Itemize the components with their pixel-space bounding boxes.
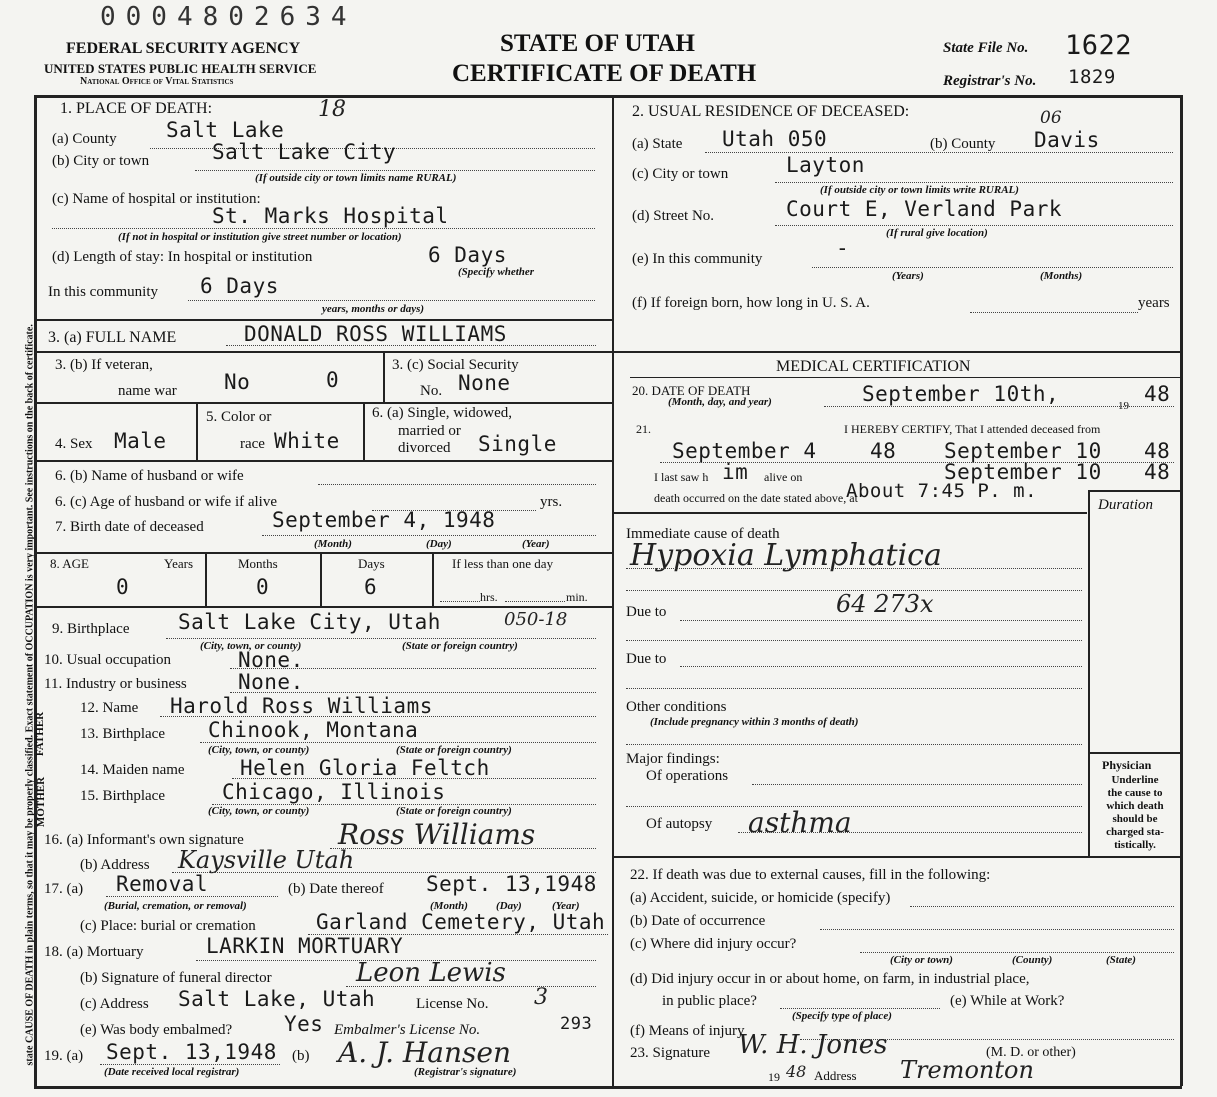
city-line — [195, 170, 595, 171]
external-d2: in public place? — [662, 993, 757, 1009]
city-note: (If outside city or town limits name RURAL) — [255, 172, 457, 184]
mortuary-address: Salt Lake, Utah — [178, 987, 376, 1011]
occupation-label: 10. Usual occupation — [44, 652, 172, 668]
city-value: Salt Lake City — [212, 140, 397, 164]
operations-line — [752, 784, 1082, 785]
row-age-bottom — [34, 606, 612, 608]
page-title: CERTIFICATE OF DEATH — [452, 60, 757, 87]
license-label: License No. — [416, 996, 489, 1012]
dod-note: (Month, day, and year) — [668, 396, 772, 408]
res-foreign-line — [970, 312, 1138, 313]
external-b-line — [820, 929, 1174, 930]
center-divider-lower — [612, 352, 614, 1086]
marital-label3: divorced — [398, 440, 451, 456]
spouse-age-label: 6. (c) Age of husband or wife if alive — [55, 494, 278, 510]
physician-note-line: Underline — [1111, 774, 1159, 786]
agency-line2: UNITED STATES PUBLIC HEALTH SERVICE — [44, 61, 317, 76]
age-label: 8. AGE — [50, 556, 89, 571]
mother-note2: (State or foreign country) — [396, 805, 512, 817]
director-line — [346, 986, 596, 987]
mother-name: Helen Gloria Feltch — [240, 756, 490, 780]
lastsaw-year: 48 — [1144, 460, 1171, 484]
fullname-line — [226, 345, 596, 346]
external-addr-label: Address — [814, 1068, 857, 1083]
row-age-top — [34, 552, 612, 554]
sex-label: 4. Sex — [55, 436, 93, 452]
immediate-label: Immediate cause of death — [626, 526, 780, 542]
burial-value: Removal — [116, 872, 209, 896]
informant-address-label: (b) Address — [80, 857, 150, 873]
duration-top — [1088, 490, 1180, 492]
registration-label: 19. (a) — [44, 1048, 84, 1064]
age-div1 — [205, 552, 207, 606]
lastsaw-label: I last saw h — [654, 470, 709, 484]
due2-line1 — [680, 666, 1082, 667]
death-time: About 7:45 P. m. — [846, 480, 1038, 502]
registration-b: (b) — [292, 1048, 310, 1064]
external-a: (a) Accident, suicide, or homicide (specify) — [630, 890, 891, 906]
due2-line2 — [626, 688, 1082, 689]
fullname-bottom — [34, 351, 1182, 353]
res-city-value: Layton — [786, 153, 865, 177]
mortuary-address-label: (c) Address — [80, 996, 149, 1012]
age-hrs: hrs. — [480, 590, 498, 604]
state-file-label: State File No. — [943, 40, 1029, 56]
birthdate-line — [262, 535, 596, 536]
residence-heading: 2. USUAL RESIDENCE OF DECEASED: — [632, 103, 910, 120]
dod-year-prefix: 19 — [1118, 400, 1129, 412]
dod-line — [824, 406, 1174, 407]
stay-note: (Specify whether — [458, 266, 535, 278]
burial-place-label: (c) Place: burial or cremation — [80, 918, 256, 934]
other-note: (Include pregnancy within 3 months of death) — [650, 716, 859, 728]
due1-label: Due to — [626, 604, 667, 620]
external-f: (f) Means of injury — [630, 1023, 745, 1039]
res-city-line — [775, 182, 1173, 183]
border-top — [34, 95, 1182, 98]
hospital-line — [52, 228, 595, 229]
immediate-line1 — [626, 568, 1082, 569]
res-county-value: Davis — [1034, 128, 1100, 152]
res-community-line — [812, 267, 1173, 268]
mother-name-label: 14. Maiden name — [80, 762, 185, 778]
registration-date: Sept. 13,1948 — [106, 1040, 277, 1064]
border-left — [34, 95, 37, 1086]
fullname-label: 3. (a) FULL NAME — [48, 329, 177, 346]
occupation-line — [230, 668, 596, 669]
informant-label: 16. (a) Informant's own signature — [44, 832, 244, 848]
age-less-label: If less than one day — [452, 556, 554, 571]
father-name-line — [160, 716, 596, 717]
birthdate-day: (Day) — [426, 538, 452, 550]
res-city-note: (If outside city or town limits write RURAL) — [820, 184, 1019, 196]
father-bp-line — [200, 742, 596, 743]
father-note1: (City, town, or county) — [208, 744, 310, 756]
mortuary-label: 18. (a) Mortuary — [44, 944, 144, 960]
physician-note-line: which death — [1106, 800, 1164, 812]
external-address: Tremonton — [900, 1056, 1034, 1084]
border-bottom — [34, 1086, 1182, 1089]
fullname-value: DONALD ROSS WILLIAMS — [244, 322, 507, 346]
mother-birthplace: Chicago, Illinois — [222, 780, 446, 804]
fullname-top — [34, 319, 612, 321]
external-c-city: (City or town) — [890, 954, 953, 966]
age-min: min. — [566, 590, 588, 604]
spouse-line — [318, 484, 596, 485]
birthplace-value: Salt Lake City, Utah — [178, 610, 441, 634]
father-side-label: FATHER — [34, 711, 47, 757]
physician-note-line: the cause to — [1107, 787, 1163, 799]
hospital-note: (If not in hospital or institution give street number or location) — [118, 231, 402, 243]
state-file-value: 1622 — [1065, 30, 1133, 61]
color-label1: 5. Color or — [206, 409, 272, 425]
age-div3 — [432, 552, 434, 606]
external-d1: (d) Did injury occur in or about home, on farm, in industrial place, — [630, 971, 1030, 987]
alive-on-label: alive on — [764, 470, 803, 484]
res-county-code: 06 — [1040, 108, 1062, 128]
mother-name-line — [232, 778, 596, 779]
father-birthplace: Chinook, Montana — [208, 718, 419, 742]
color-value: White — [274, 429, 340, 453]
external-signature: W. H. Jones — [738, 1030, 888, 1060]
community-value: 6 Days — [200, 274, 279, 298]
physician-note — [1090, 774, 1180, 852]
res-state-value: Utah 050 — [722, 127, 828, 151]
county-label: (a) County — [52, 131, 117, 147]
mother-side-label: MOTHER — [35, 776, 48, 828]
major-label: Major findings: — [626, 751, 720, 767]
immediate-cause: Hypoxia Lymphatica — [630, 538, 942, 573]
external-a-line — [910, 906, 1174, 907]
ssn-label2: No. — [420, 383, 443, 399]
external-b: (b) Date of occurrence — [630, 913, 766, 929]
community-note: years, months or days) — [322, 303, 425, 315]
registration-date-note: (Date received local registrar) — [104, 1066, 240, 1078]
marital-label2: married or — [398, 423, 461, 439]
community-line — [188, 300, 595, 301]
industry-value: None. — [238, 670, 304, 694]
color-label2: race — [240, 436, 265, 452]
marital-label1: 6. (a) Single, widowed, — [372, 405, 512, 421]
marital-value: Single — [478, 432, 557, 456]
res-street-note: (If rural give location) — [886, 227, 988, 239]
burial-date: Sept. 13,1948 — [426, 872, 597, 896]
stay-value: 6 Days — [428, 243, 507, 267]
veteran-label1: 3. (b) If veteran, — [55, 357, 153, 373]
n21-label: 21. — [636, 422, 651, 436]
occupation-value: None. — [238, 648, 304, 672]
sex-value: Male — [114, 429, 167, 453]
due1-line2 — [626, 640, 1082, 641]
res-state-label: (a) State — [632, 136, 683, 152]
hospital-label: (c) Name of hospital or institution: — [52, 191, 261, 207]
father-name-label: 12. Name — [80, 700, 139, 716]
attend-from: September 4 — [672, 439, 817, 463]
ssn-label1: 3. (c) Social Security — [392, 357, 519, 373]
res-years-suffix: years — [1138, 295, 1170, 311]
med-cause-top — [612, 512, 1087, 514]
registrar-label: Registrar's No. — [943, 73, 1037, 89]
burial-year: (Year) — [552, 900, 580, 912]
center-divider — [612, 95, 614, 351]
burial-label: 17. (a) — [44, 881, 84, 897]
side-instructions: state CAUSE OF DEATH in plain terms, so that it may be properly classified. Exact statement of OCCUPATION is very important. See instructions on the back of certificate. — [24, 324, 36, 1066]
operations-label: Of operations — [646, 768, 729, 784]
age-years-label: Years — [164, 556, 194, 571]
vet-divider — [383, 352, 385, 402]
medical-heading: MEDICAL CERTIFICATION — [776, 358, 971, 375]
age-months-label: Months — [238, 556, 278, 571]
dod-label: 20. DATE OF DEATH — [632, 383, 751, 398]
place-heading: 1. PLACE OF DEATH: — [60, 100, 213, 117]
mother-note1: (City, town, or county) — [208, 805, 310, 817]
occurred-label: death occurred on the date stated above, at — [654, 491, 858, 505]
burial-note: (Burial, cremation, or removal) — [104, 900, 247, 912]
burial-date-label: (b) Date thereof — [288, 881, 384, 897]
father-bp-label: 13. Birthplace — [80, 726, 165, 742]
res-community-value: - — [836, 236, 850, 260]
sex-divider — [196, 402, 198, 460]
serial-number: 0004802634 — [100, 2, 357, 32]
father-name: Harold Ross Williams — [170, 694, 433, 718]
res-community-label: (e) In this community — [632, 251, 763, 267]
embalmed-label: (e) Was body embalmed? — [80, 1022, 233, 1038]
physician-note-line: tistically. — [1114, 839, 1156, 851]
res-county-label: (b) County — [930, 136, 996, 152]
birthdate-value: September 4, 1948 — [272, 508, 496, 532]
dod-value: September 10th, — [862, 382, 1060, 406]
embalmed-value: Yes — [284, 1012, 324, 1036]
attend-from-year: 48 — [870, 439, 897, 463]
community-label: In this community — [48, 284, 158, 300]
res-years-label: (Years) — [892, 270, 924, 282]
physician-note-line: charged sta- — [1106, 826, 1164, 838]
mortuary-value: LARKIN MORTUARY — [206, 934, 404, 958]
industry-line — [230, 692, 596, 693]
registrar-signature: A. J. Hansen — [338, 1036, 511, 1069]
border-right — [1180, 95, 1183, 1086]
lastsaw-date: September 10 — [944, 460, 1102, 484]
mother-bp-label: 15. Birthplace — [80, 788, 165, 804]
other-label: Other conditions — [626, 699, 727, 715]
other-line — [626, 744, 1082, 745]
informant-address: Kaysville Utah — [178, 846, 355, 874]
physician-label: Physician — [1102, 758, 1152, 772]
age-div2 — [320, 552, 322, 606]
registration-line — [100, 1064, 280, 1065]
res-months-label: (Months) — [1040, 270, 1083, 282]
burial-line — [106, 896, 278, 897]
hospital-value: St. Marks Hospital — [212, 204, 449, 228]
spouse-label: 6. (b) Name of husband or wife — [55, 468, 244, 484]
burial-day: (Day) — [496, 900, 522, 912]
lastsaw-him: im — [722, 460, 749, 484]
res-street-value: Court E, Verland Park — [786, 197, 1063, 221]
external-date-year: 48 — [786, 1062, 807, 1081]
age-years: 0 — [116, 575, 130, 599]
birthplace-label: 9. Birthplace — [52, 621, 130, 637]
license-value: 3 — [534, 985, 548, 1010]
director-signature: Leon Lewis — [356, 958, 506, 988]
external-d-line — [780, 1008, 940, 1009]
age-days-label: Days — [358, 556, 385, 571]
stay-label: (d) Length of stay: In hospital or institution — [52, 249, 313, 265]
birthplace-note1: (City, town, or county) — [200, 640, 302, 652]
res-city-label: (c) City or town — [632, 166, 729, 182]
res-street-label: (d) Street No. — [632, 208, 715, 224]
veteran-value: No — [224, 370, 251, 394]
birthdate-label: 7. Birth date of deceased — [55, 519, 204, 535]
birthplace-line — [166, 638, 596, 639]
attend-to: September 10 — [944, 439, 1102, 463]
city-label: (b) City or town — [52, 153, 150, 169]
external-d-note: (Specify type of place) — [792, 1010, 892, 1022]
birthdate-month: (Month) — [314, 538, 352, 550]
medical-heading-line — [630, 377, 1180, 378]
emb-license-value: 293 — [560, 1014, 593, 1034]
age-hrs-line — [440, 601, 480, 602]
birthplace-code: 050-18 — [504, 609, 568, 630]
father-note2: (State or foreign country) — [396, 744, 512, 756]
external-c-county: (County) — [1012, 954, 1053, 966]
agency-line1: FEDERAL SECURITY AGENCY — [66, 40, 301, 57]
registrar-sig-note: (Registrar's signature) — [414, 1066, 517, 1078]
veteran-label2: name war — [118, 383, 177, 399]
director-label: (b) Signature of funeral director — [80, 970, 272, 986]
res-state-line — [705, 152, 1173, 153]
autopsy-line — [738, 832, 1082, 833]
burial-month: (Month) — [430, 900, 468, 912]
autopsy-value: asthma — [748, 806, 852, 839]
external-md: (M. D. or other) — [986, 1045, 1076, 1060]
title-state: STATE OF UTAH — [500, 30, 695, 57]
external-e: (e) While at Work? — [950, 993, 1065, 1009]
color-divider — [363, 402, 365, 460]
burial-place: Garland Cemetery, Utah — [316, 910, 606, 934]
attend-to-year: 48 — [1144, 439, 1171, 463]
external-c-state: (State) — [1106, 954, 1136, 966]
agency-line3: National Office of Vital Statistics — [80, 76, 234, 87]
informant-signature: Ross Williams — [338, 818, 536, 851]
external-c-line — [860, 952, 1174, 953]
emb-license-label: Embalmer's License No. — [334, 1022, 481, 1038]
physician-box-top — [1088, 752, 1180, 754]
physician-note-line: should be — [1112, 813, 1158, 825]
industry-label: 11. Industry or business — [44, 676, 187, 692]
autopsy-label: Of autopsy — [646, 816, 713, 832]
dod-year: 48 — [1144, 382, 1171, 406]
external-date-prefix: 19 — [768, 1070, 780, 1084]
external-c: (c) Where did injury occur? — [630, 936, 797, 952]
spouse-age-suffix: yrs. — [540, 494, 563, 510]
age-months: 0 — [256, 575, 270, 599]
operations-line2 — [626, 806, 1082, 807]
due1-code: 64 273x — [836, 590, 934, 618]
age-min-line — [505, 601, 565, 602]
informant-line — [330, 848, 596, 849]
due1-line1 — [680, 620, 1082, 621]
veteran-mark: 0 — [326, 368, 340, 392]
external-heading: 22. If death was due to external causes, fill in the following: — [630, 867, 991, 883]
res-foreign-label: (f) If foreign born, how long in U. S. A. — [632, 295, 870, 311]
res-street-line — [775, 225, 1173, 226]
due2-label: Due to — [626, 651, 667, 667]
row-sex-bottom — [34, 460, 612, 462]
county-value: Salt Lake — [166, 118, 285, 142]
row-vet-bottom — [34, 402, 612, 404]
birthplace-note2: (State or foreign country) — [402, 640, 518, 652]
med-bottom — [612, 856, 1180, 858]
external-sig-label: 23. Signature — [630, 1045, 710, 1061]
ssn-value: None — [458, 371, 511, 395]
duration-label: Duration — [1098, 497, 1154, 513]
age-days: 6 — [364, 575, 378, 599]
place-code: 18 — [318, 97, 346, 122]
birthdate-year: (Year) — [522, 538, 550, 550]
registrar-value: 1829 — [1068, 66, 1116, 88]
certify-label: I HEREBY CERTIFY, That I attended deceased from — [844, 422, 1101, 436]
